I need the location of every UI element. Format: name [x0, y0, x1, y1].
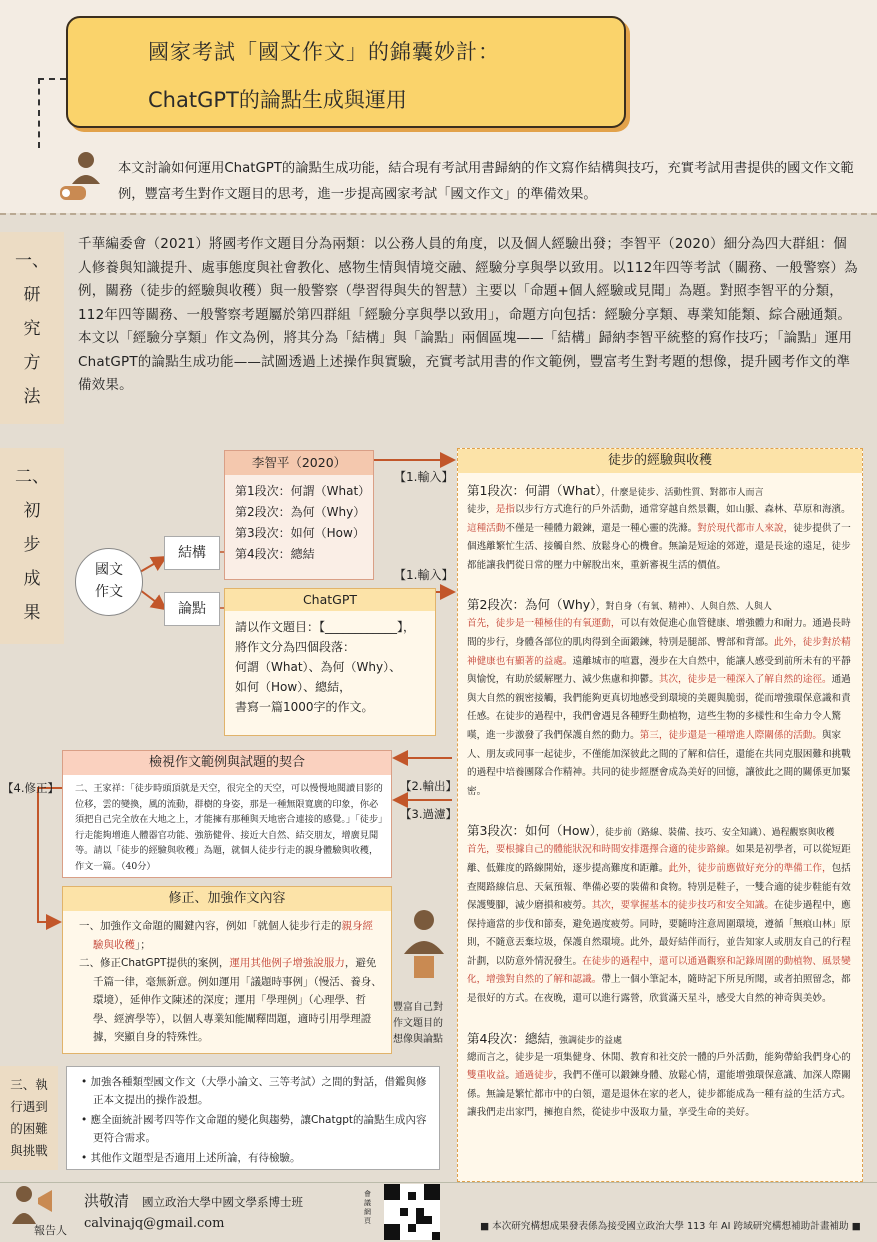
- review-box: [62, 750, 392, 878]
- qr-label: 會議網頁: [364, 1190, 371, 1225]
- highlight: 第三，徒步還是一種增進人際關係的活動。: [639, 729, 822, 741]
- gpt-row: 何謂（What）、為何（Why）、: [235, 660, 402, 674]
- text: 遠離城市的喧囂，漫步在大自然中，能讓人感受到前所未有的平靜與愉悅，有助於緩解壓力、減少焦慮和抑鬱。: [467, 655, 851, 686]
- presenter-email[interactable]: calvinajq@gmail.com: [84, 1216, 225, 1231]
- paragraph-2-heading: [467, 595, 854, 613]
- qr-code-icon[interactable]: [384, 1184, 440, 1240]
- paragraph-4-heading: [467, 1029, 854, 1047]
- fix-item: [79, 917, 383, 954]
- paragraph-3: [467, 841, 854, 1008]
- difficulty-item: • 加強各種類型國文作文（大學小論文、三等考試）之間的對話，借鑑與修正本文提出的操作設想。: [81, 1076, 427, 1106]
- essay-circle: [75, 548, 143, 616]
- fix-highlight: 親身經驗與收穫: [93, 920, 373, 951]
- gpt-row: 將作文分為四個段落：: [235, 640, 356, 654]
- section-3-line: 行遇到: [10, 1099, 48, 1114]
- text: ，我們不僅可以鍛鍊身體、放鬆心情，還能增強環保意識、加深人際關係。無論是繁忙都市中的白領，還是退休在家的老人，徒步都能成為一種有益的生活方式。讓我們走出家門，擁抱自然，從徒步中汲取力量，享受生命的美好。: [467, 1070, 851, 1119]
- review-text: 二、王家祥：「徒步時頭頂就是天空，很完全的天空，可以慢慢地閱讀目影的位移，雲的變換，風的流動，群樹的身姿，那是一種無限寬廣的印象，你必須把自己完全放在大地之上，才能擁有那種與天地密合連接的感覺。」「徒步」行走能夠增進人體器官功能、強筋健骨、接近大自然、結交朋友，增廣見聞等。請以「徒步的經驗與收穫」為題，就個人徒步行走的親身體驗與收穫，作文一篇。（40分）: [75, 783, 383, 872]
- fix-text: 二、修正ChatGPT提供的案例，: [79, 957, 230, 969]
- section-2-char: 初: [23, 501, 41, 521]
- text: 不僅是一種體力鍛鍊，還是一種心靈的洗滌。: [505, 522, 698, 534]
- section-1-char: 一、: [15, 251, 49, 271]
- li-row: 第2段次：為何（Why）: [235, 505, 366, 519]
- gpt-row: 如何（How）、總結，: [235, 680, 352, 694]
- highlight: 通過徒步: [514, 1070, 554, 1082]
- input-label-1: 【1.輸入】: [394, 470, 454, 484]
- paragraph-2: [467, 615, 854, 801]
- text: 與家人、朋友或同事一起徒步，不僅能加深彼此之間的了解和信任，還能在共同克服困難和挑戰的過程中培養團隊合作精神。共同的徒步經歷會成為美好的回憶，讓彼此之間的關係更加緊密。: [467, 729, 851, 797]
- intro-text: 本文討論如何運用ChatGPT的論點生成功能，結合現有考試用書歸納的作文寫作結構與技巧，充實考試用書提供的國文作文範例，豐富考生對作文題目的思考，進一步提高國家考試「國文作文」的準備效果。: [118, 161, 854, 202]
- fix-list: [63, 911, 391, 1047]
- circle-line: 作文: [95, 584, 123, 600]
- p3-head: 第3段次：如何（How）: [467, 823, 596, 839]
- text: 如果是初學者，可以從短距離、低難度的路線開始，逐步提高難度和距離。: [467, 844, 851, 874]
- text: 徒步，: [467, 504, 496, 515]
- paragraph-1-heading: [467, 481, 854, 499]
- section-3-tab: [0, 1066, 58, 1170]
- section-2-char: 果: [23, 603, 41, 623]
- highlight: 是指: [495, 504, 515, 515]
- fix-text: 一、加強作文命題的關鍵內容，例如「就個人徒步行走的: [79, 920, 342, 932]
- li-row: 第3段次：如何（How）: [235, 526, 365, 540]
- p4-head: 第4段次：總結: [467, 1030, 550, 1046]
- structure-box: 結構: [164, 536, 220, 570]
- difficulty-text: 加強各種類型國文作文（大學小論文、三等考試）之間的對話，借鑑與修正本文提出的操作設想。: [90, 1076, 427, 1106]
- highlight: 雙重收益: [467, 1070, 506, 1082]
- dash-connector-vertical: [38, 78, 40, 148]
- highlight: 在徒步的過程中，還可以通過觀察和記錄周圍的動植物、風景變化，增強對自然的了解和認識。: [467, 955, 851, 986]
- filter-label: 【3.過濾】: [400, 807, 457, 821]
- section-1-char: 法: [23, 387, 41, 407]
- text: 總而言之，徒步是一項集健身、休閒、教育和社交於一體的戶外活動，能夠帶給我們身心的: [467, 1051, 851, 1063]
- difficulty-text: 其他作文題型是否適用上述所論，有待檢驗。: [90, 1152, 301, 1164]
- li-zhiping-box: [224, 450, 374, 580]
- idea-label: 豐富自己對作文題目的想像與論點: [393, 1002, 443, 1045]
- text: 在徒步過程中，應保持適當的步伐和節奏，避免過度疲勞。同時，要隨時注意周圍環境，遵循「無痕山林」原則，不隨意丟棄垃圾，保護自然環境。此外，最好結伴而行，並告知家人或朋友自己的行程計劃，以防意外情況發生。: [467, 900, 851, 967]
- p4-sub: ，強調徒步的益處: [549, 1035, 622, 1046]
- highlight: 首先，徒步是一種極佳的有氧運動，: [467, 618, 621, 630]
- paragraph-3-heading: [467, 821, 854, 839]
- highlight: 其次，要掌握基本的徒步技巧和安全知識。: [591, 900, 774, 912]
- title-line1: 國家考試「國文作文」的錦囊妙計：: [148, 40, 500, 64]
- section-3-line: 的困難: [10, 1121, 48, 1136]
- difficulties-list: [67, 1067, 439, 1167]
- text: 包括查閱路線信息、天氣預報、準備必要的裝備和食物。特別是鞋子，一雙合適的徒步鞋能有效保護雙腳，減少磨損和疲勞。: [467, 862, 851, 912]
- thinker-icon: [402, 904, 446, 984]
- fix-box: [62, 886, 392, 1054]
- text: 可以有效促進心血管健康、增強體力和耐力。通過長時間的步行，身體各部位的肌肉得到全面鍛鍊，特別是腿部、臀部和背部。: [467, 618, 851, 648]
- funding-note: ■ 本次研究構想成果發表係為接受國立政治大學 113 年 AI 跨域研究構想補助計畫補助 ■: [480, 1221, 861, 1232]
- review-title: 檢視作文範例與試題的契合: [63, 751, 391, 775]
- paragraph-1: [467, 501, 854, 575]
- section-1-char: 研: [23, 285, 41, 305]
- p1-head: 第1段次：何謂（What）: [467, 483, 602, 498]
- difficulties-box: [66, 1066, 440, 1170]
- essay-title: 徒步的經驗與收穫: [458, 449, 862, 473]
- text: 以步行方式進行的戶外活動，通常穿越自然景觀，如山脈、森林、草原和海濱。: [514, 504, 851, 515]
- p3-sub: ，徒步前（路線、裝備、技巧、安全知識）、過程觀察與收穫: [595, 828, 835, 839]
- p2-sub: ，對自身（有氧、精神）、人與自然、人與人: [596, 602, 772, 613]
- circle-line: 國文: [95, 562, 123, 578]
- highlight: 首先，要根據自己的體能狀況和時間安排選擇合適的徒步路線。: [467, 844, 736, 856]
- chatgpt-box: [224, 588, 436, 736]
- text: 通過與大自然的親密接觸，我們能夠更真切地感受到環境的美麗與脆弱，從而增強環保意識和責任感。在徒步的過程中，我們會遇見各種野生動植物，這些生物的多樣性和生命力令人驚嘆，進一步激發了我們保護自然的動力。: [467, 674, 851, 741]
- highlight: 此外，徒步前應做好充分的準備工作，: [668, 862, 832, 874]
- revise-label: 【4.修正】: [2, 781, 59, 795]
- argument-box: 論點: [164, 592, 220, 626]
- gpt-row: 請以作文題目：【____________】，: [235, 620, 416, 634]
- section-2-char: 步: [23, 535, 41, 555]
- fix-text: 」；: [135, 938, 151, 951]
- fix-text: ，避免千篇一律，毫無新意。例如運用「議題時事例」（慢活、養身、環境），延伸作文陳述的深度；運用「學理例」（心理學、哲學、經濟學等），以個人專業知能闡釋問題，適時引用學理證據，突顯自身的特殊性。: [93, 957, 382, 1043]
- footer-divider: [0, 1182, 877, 1183]
- title-box: [66, 16, 626, 128]
- title-line2: ChatGPT的論點生成與運用: [148, 88, 407, 112]
- difficulty-item: • 應全面統計國考四等作文命題的變化與趨勢，讓Chatgpt的論點生成內容更符合需求。: [81, 1114, 427, 1144]
- band-separator: [0, 213, 877, 215]
- funding-text: 本次研究構想成果發表係為接受國立政治大學 113 年 AI 跨域研究構想補助計畫補助: [492, 1221, 849, 1232]
- section-3-line: 與挑戰: [10, 1143, 48, 1158]
- text: 。: [505, 1070, 515, 1082]
- gpt-row: 書寫一篇1000字的作文。: [235, 700, 374, 714]
- reporter-label: 報告人: [34, 1224, 67, 1237]
- section-1-tab: [0, 232, 64, 424]
- fix-highlight: 運用其他例子增強說服力: [229, 957, 345, 969]
- highlight: 其次，徒步是一種深入了解自然的途徑。: [658, 674, 832, 686]
- p1-sub: ，什麼是徒步、活動性質、對都市人而言: [601, 488, 764, 498]
- speaker-icon: [58, 150, 104, 202]
- difficulty-text: 應全面統計國考四等作文命題的變化與趨勢，讓Chatgpt的論點生成內容更符合需求。: [90, 1114, 427, 1144]
- output-label: 【2.輸出】: [400, 779, 457, 793]
- li-row: 第4段次：總結: [235, 547, 315, 561]
- li-zhiping-title: 李智平（2020）: [225, 451, 373, 475]
- text: 徒步提供了一個逃離繁忙生活、接觸自然、放鬆身心的機會。無論是短途的郊遊，還是長途的遠足，徒步都能讓我們從日常的壓力中解脫出來，重新審視生活的價值。: [467, 522, 851, 571]
- section-1-char: 究: [23, 319, 41, 339]
- text: 帶上一個小筆記本，隨時記下所見所聞，或者拍照留念，都是很好的方式。在夜晚，還可以進行露營，欣賞滿天星斗，感受大自然的神奇與美妙。: [467, 974, 851, 1005]
- p2-head: 第2段次：為何（Why）: [467, 597, 597, 613]
- presenter-name: 洪敬清: [84, 1192, 130, 1210]
- presenter-school: 國立政治大學中國文學系博士班: [142, 1195, 303, 1209]
- input-label-2: 【1.輸入】: [394, 568, 454, 582]
- li-row: 第1段次：何謂（What）: [235, 484, 371, 498]
- presenter-icon: [10, 1182, 56, 1226]
- section-1-char: 方: [23, 353, 41, 373]
- difficulty-item: • 其他作文題型是否適用上述所論，有待檢驗。: [81, 1152, 301, 1164]
- highlight: 此外，徒步對於精神健康也有顯著的益處。: [467, 636, 851, 667]
- section-3-line: 三、執: [10, 1077, 48, 1092]
- highlight: 對於現代都市人來說，: [697, 522, 794, 534]
- section-2-char: 成: [23, 569, 41, 589]
- section-2-char: 二、: [15, 467, 49, 487]
- essay-box: [457, 448, 863, 1182]
- chatgpt-title: ChatGPT: [225, 589, 435, 611]
- fix-item: [79, 954, 383, 1047]
- dash-connector: [38, 78, 66, 80]
- fix-title: 修正、加強作文內容: [63, 887, 391, 911]
- paragraph-4: [467, 1049, 854, 1123]
- research-text: 千華編委會（2021）將國考作文題目分為兩類：以公務人員的角度，以及個人經驗出發；李智平（2020）細分為四大群組：個人修養與知識提升、處事態度與社會教化、感物生情與情境交融、經驗分享與學以致用。以112年四等考試（關務、一般警察）為例，關務（徒步的經驗與收穫）與一般警察（學習得與失的智慧）主要以「命題+個人經驗或見聞」為題。對照李智平的分類，112年四等關務、一般警察考題屬於第四群組「經驗分享與學以致用」，命題方向包括：經驗分享類、專業知能類、綜合融通類。本文以「經驗分享類」作文為例，將其分為「結構」與「論點」兩個區塊——「結構」歸納李智平統整的寫作技巧；「論點」運用ChatGPT的論點生成功能——試圖透過上述操作與實驗，充實考試用書的作文範例，豐富考生對考題的想像，提升國考作文的準備效果。: [78, 236, 858, 393]
- highlight: 這種活動: [467, 522, 506, 534]
